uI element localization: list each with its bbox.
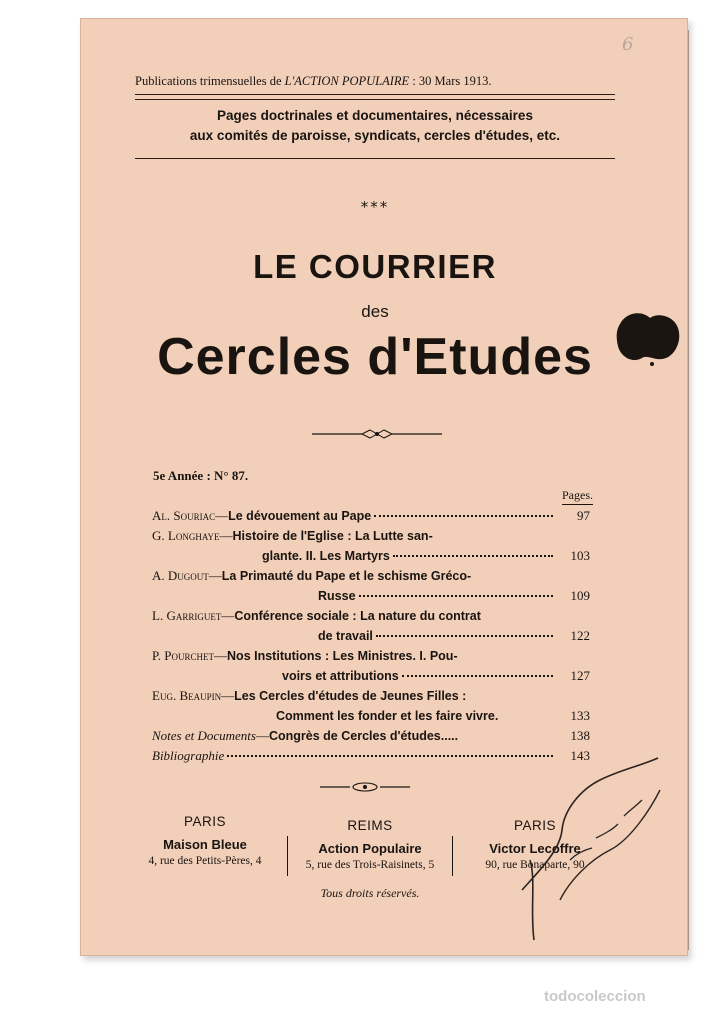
toc-author: P. Pourchet	[152, 648, 215, 663]
title-des: des	[361, 302, 389, 321]
toc-row: A. Dugout — La Primauté du Pape et le schisme Gréco-	[152, 568, 472, 583]
toc-section: Notes et Documents	[152, 728, 256, 743]
toc-author: L. Garriguet	[152, 608, 222, 623]
publisher-name: L'ACTION POPULAIRE	[284, 74, 410, 88]
toc-title: Histoire de l'Eglise : La Lutte san-	[232, 529, 433, 543]
leader-dots	[402, 665, 553, 677]
title-script: Cercles d'Etudes	[157, 328, 593, 386]
toc-title: Nos Institutions : Les Ministres. I. Pou-	[227, 649, 458, 663]
city-name: PARIS	[513, 818, 556, 833]
divider-ornament	[312, 426, 442, 442]
publication-line	[135, 74, 615, 89]
toc-title-cont: glante. II. Les Martyrs	[262, 549, 390, 563]
toc-page: 127	[570, 668, 590, 683]
toc-author: Al. Souriac	[152, 508, 216, 523]
toc-row	[152, 628, 590, 648]
toc-row: L. Garriguet — Conférence sociale : La nature du contrat	[152, 608, 481, 623]
toc-title: Congrès de Cercles d'études.....	[268, 729, 459, 743]
toc-row: Al. Souriac — Le dévouement au Pape 97	[152, 508, 590, 528]
pages-column-heading: Pages.	[562, 488, 593, 505]
toc-author: A. Dugout	[152, 568, 209, 583]
city-name: REIMS	[347, 818, 393, 833]
title-main: LE COURRIER	[253, 248, 497, 285]
toc-title-cont: de travail	[318, 629, 373, 643]
footer-ornament	[320, 780, 410, 794]
toc-section: Bibliographie	[152, 748, 225, 763]
toc-page: 143	[570, 748, 590, 763]
publisher-name: Maison Bleue	[163, 837, 247, 852]
toc-title: Le dévouement au Pape	[228, 509, 372, 523]
toc-row	[152, 548, 590, 568]
subtitle-rule	[135, 158, 615, 159]
publisher-address: 4, rue des Petits-Pères, 4	[148, 855, 262, 867]
toc-row: G. Longhaye — Histoire de l'Eglise : La Lutte san-	[152, 528, 433, 543]
header-rule	[135, 94, 615, 100]
toc-title-cont: Russe	[318, 589, 356, 603]
leader-dots	[393, 545, 553, 557]
publication-date: : 30 Mars 1913.	[412, 74, 492, 88]
toc-row	[152, 708, 590, 728]
toc-title: La Primauté du Pape et le schisme Gréco-	[221, 569, 472, 583]
watermark: todocoleccion	[544, 988, 646, 1005]
leader-dots	[376, 625, 553, 637]
city-name: PARIS	[183, 814, 226, 829]
toc-page: 103	[570, 548, 590, 563]
stars-ornament: ***	[360, 198, 390, 216]
publisher-address: 5, rue des Trois-Raisinets, 5	[305, 859, 435, 871]
toc-row	[152, 668, 590, 688]
toc-row: Notes et Documents — Congrès de Cercles d'études..... 138	[152, 728, 590, 743]
toc-page: 109	[570, 588, 590, 603]
toc-title-cont: Comment les fonder et les faire vivre.	[276, 709, 499, 723]
toc-page: 122	[570, 628, 590, 643]
toc-author: G. Longhaye	[152, 528, 220, 543]
ink-stain	[612, 310, 684, 366]
toc-title-cont: voirs et attributions	[282, 669, 399, 683]
publisher-paris-left	[120, 814, 290, 867]
toc-title: Conférence sociale : La nature du contrat	[234, 609, 481, 623]
publisher-name: Action Populaire	[318, 841, 422, 856]
toc-row: P. Pourchet — Nos Institutions : Les Ministres. I. Pou-	[152, 648, 458, 663]
publisher-address: 90, rue Bonaparte, 90	[485, 859, 585, 871]
handwritten-signature	[500, 750, 670, 950]
publisher-reims	[285, 818, 455, 871]
leader-dots	[374, 505, 553, 517]
rights-notice: Tous droits réservés.	[320, 886, 420, 900]
toc-page: 138	[570, 728, 590, 743]
toc-title: Les Cercles d'études de Jeunes Filles :	[234, 689, 467, 703]
toc-page: 133	[570, 708, 590, 723]
table-of-contents	[152, 508, 590, 768]
subtitle-line-2: aux comités de paroisse, syndicats, cercles d'études, etc.	[189, 128, 561, 143]
leader-dots	[359, 585, 553, 597]
publisher-name: Victor Lecoffre	[489, 841, 581, 856]
toc-page: 97	[577, 508, 590, 523]
subtitle-line-1: Pages doctrinales et documentaires, nécessaires	[217, 108, 533, 123]
corner-number: 6	[622, 34, 634, 55]
publication-prefix: Publications trimensuelles de	[135, 74, 282, 88]
toc-author: Eug. Beaupin	[152, 688, 222, 703]
toc-row: Eug. Beaupin — Les Cercles d'études de Jeunes Filles :	[152, 688, 467, 703]
toc-row	[152, 588, 590, 608]
issue-number: 5e Année : N° 87.	[153, 468, 249, 483]
